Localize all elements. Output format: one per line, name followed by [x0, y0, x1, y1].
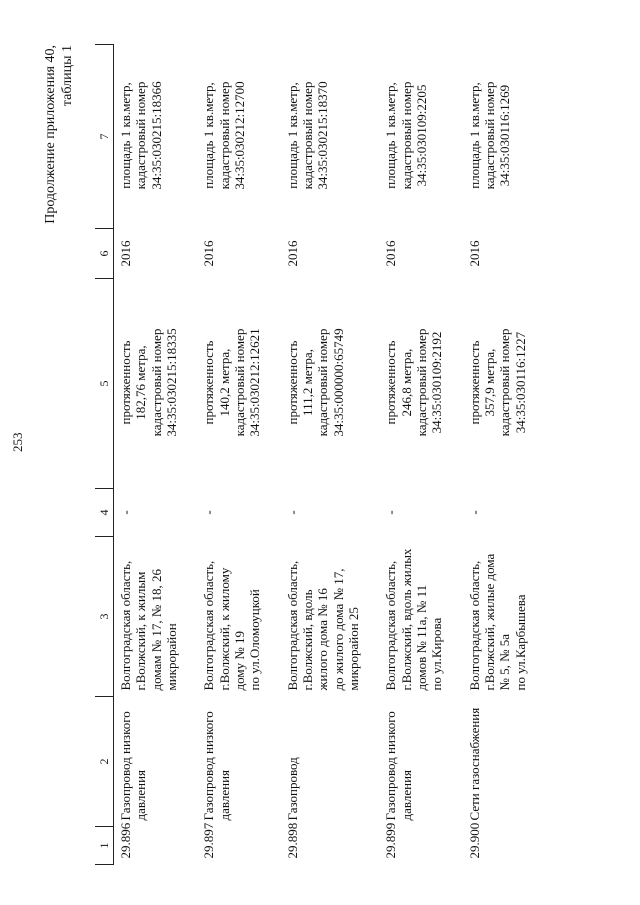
column-header-1: 1	[95, 827, 114, 865]
column-header-7: 7	[95, 45, 114, 229]
cell-line: площадь 1 кв.метр,	[383, 82, 399, 189]
column-4-cell: -	[466, 510, 482, 515]
table-row	[197, 45, 280, 865]
cell-line: площадь 1 кв.метр,	[466, 82, 482, 189]
column-4-cell: -	[383, 510, 399, 515]
row-number-cell: 29.900	[466, 822, 482, 859]
object-name-cell	[463, 697, 546, 827]
cell-line: г.Волжский, к жилым	[133, 571, 149, 691]
column-header-5: 5	[95, 279, 114, 489]
cell-line: 34:35:030215:18370	[315, 81, 331, 190]
cell-line: площадь 1 кв.метр,	[118, 82, 133, 189]
table-row	[281, 45, 380, 865]
cell-line: протяженность	[466, 340, 482, 425]
table-caption	[43, 45, 77, 224]
characteristics-cell	[114, 279, 198, 489]
address-cell	[463, 537, 546, 697]
cell-line: кадастровый номер	[315, 328, 331, 437]
cell-line: жилого дома № 16	[315, 588, 331, 691]
row-number-cell: 29.896	[118, 822, 133, 859]
cell-line: Волгоградская область,	[466, 560, 482, 691]
column-number-row	[95, 45, 114, 865]
cell-line: г.Волжский, к жилому	[216, 567, 232, 691]
characteristics-cell	[463, 279, 546, 489]
cell-line: г.Волжский, вдоль жилых	[398, 548, 414, 691]
cell-line: г.Волжский, жилые дома	[481, 553, 497, 691]
caption-line: Продолжение приложения 40,	[43, 45, 58, 224]
cell-line: Волгоградская область,	[201, 560, 217, 691]
cell-line: до жилого дома № 17,	[330, 568, 346, 691]
address-cell	[379, 537, 462, 697]
characteristics-cell	[197, 279, 280, 489]
cell-line: кадастровый номер	[481, 81, 497, 190]
table-body	[114, 45, 546, 865]
column-4-cell: -	[118, 510, 133, 515]
cell-line: домов № 11а, № 11	[413, 584, 429, 691]
characteristics-cell	[379, 279, 462, 489]
cell-line: № 5, № 5а	[497, 633, 513, 691]
cell-line: кадастровый номер	[216, 81, 232, 190]
cell-line: Газопровод низкого	[383, 711, 399, 821]
land-plot-cell	[281, 45, 380, 229]
cell-line: кадастровый номер	[148, 328, 164, 437]
cell-line: 34:35:030109:2192	[429, 331, 445, 434]
address-cell	[281, 537, 380, 697]
cell-line: 34:35:030116:1227	[512, 331, 528, 434]
land-plot-cell	[463, 45, 546, 229]
cell-line: протяженность	[284, 340, 300, 425]
cell-line: 34:35:030116:1269	[497, 84, 513, 187]
object-name-cell	[114, 697, 198, 827]
cell-line: 246,8 метра,	[398, 348, 414, 417]
column-header-4: 4	[95, 489, 114, 537]
column-4-cell: -	[201, 510, 217, 515]
cell-line: кадастровый номер	[413, 328, 429, 437]
cell-line: площадь 1 кв.метр,	[201, 82, 217, 189]
page-number: 253	[10, 432, 25, 452]
cell-line: кадастровый номер	[133, 81, 149, 190]
cell-line: протяженность	[118, 340, 133, 425]
column-4-cell: -	[284, 510, 300, 515]
column-header-3: 3	[95, 537, 114, 697]
cell-line: кадастровый номер	[231, 328, 247, 437]
column-header-2: 2	[95, 697, 114, 827]
cell-line: 34:35:030212:12700	[231, 81, 247, 190]
cell-line: 111,2 метра,	[299, 349, 315, 416]
cell-line: Газопровод	[284, 757, 300, 821]
cell-line: давления	[398, 769, 414, 821]
cell-line: Волгоградская область,	[118, 560, 133, 691]
cell-line: кадастровый номер	[398, 81, 414, 190]
table-row	[379, 45, 462, 865]
cell-line: по ул.Оломоуцкой	[247, 589, 263, 691]
cell-line: домам № 17, № 18, 26	[148, 568, 164, 691]
year-cell: 2016	[118, 240, 133, 267]
land-plot-cell	[379, 45, 462, 229]
cell-line: 34:35:030215:18335	[163, 328, 179, 437]
cell-line: площадь 1 кв.метр,	[284, 82, 300, 189]
row-number-cell: 29.898	[284, 822, 300, 859]
cell-line: протяженность	[201, 340, 217, 425]
cell-line: г.Волжский, вдоль	[299, 589, 315, 691]
row-number-cell: 29.899	[383, 822, 399, 859]
document-sheet	[43, 45, 565, 865]
registry-table	[95, 44, 546, 865]
cell-line: кадастровый номер	[299, 81, 315, 190]
cell-line: Газопровод низкого	[201, 711, 217, 821]
year-cell: 2016	[284, 240, 300, 267]
cell-line: дому № 19	[231, 631, 247, 691]
cell-line: микрорайон	[163, 623, 179, 691]
cell-line: 34:35:030215:18366	[148, 81, 164, 190]
address-cell	[197, 537, 280, 697]
cell-line: давления	[133, 769, 149, 821]
year-cell: 2016	[466, 240, 482, 267]
table-row	[114, 45, 198, 865]
table-row	[463, 45, 546, 865]
land-plot-cell	[114, 45, 198, 229]
year-cell: 2016	[201, 240, 217, 267]
cell-line: 182,76 метра,	[133, 345, 149, 420]
cell-line: 357,9 метра,	[481, 348, 497, 417]
cell-line: протяженность	[383, 340, 399, 425]
cell-line: по ул.Кирова	[429, 617, 445, 691]
caption-line: таблицы 1	[59, 45, 75, 107]
cell-line: 140,2 метра,	[216, 348, 232, 417]
column-header-6: 6	[95, 229, 114, 279]
address-cell	[114, 537, 198, 697]
cell-line: Газопровод низкого	[118, 711, 133, 821]
cell-line: кадастровый номер	[497, 328, 513, 437]
object-name-cell	[281, 697, 380, 827]
cell-line: Волгоградская область,	[284, 560, 300, 691]
object-name-cell	[197, 697, 280, 827]
land-plot-cell	[197, 45, 280, 229]
cell-line: давления	[216, 769, 232, 821]
row-number-cell: 29.897	[201, 822, 217, 859]
cell-line: Сети газоснабжения	[466, 707, 482, 821]
cell-line: 34:35:030109:2205	[413, 84, 429, 187]
cell-line: 34:35:000000:65749	[330, 328, 346, 437]
year-cell: 2016	[383, 240, 399, 267]
cell-line: по ул.Карбышева	[512, 594, 528, 691]
characteristics-cell	[281, 279, 380, 489]
cell-line: 34:35:030212:12621	[247, 328, 263, 437]
cell-line: микрорайон 25	[345, 607, 361, 691]
object-name-cell	[379, 697, 462, 827]
cell-line: Волгоградская область,	[383, 560, 399, 691]
